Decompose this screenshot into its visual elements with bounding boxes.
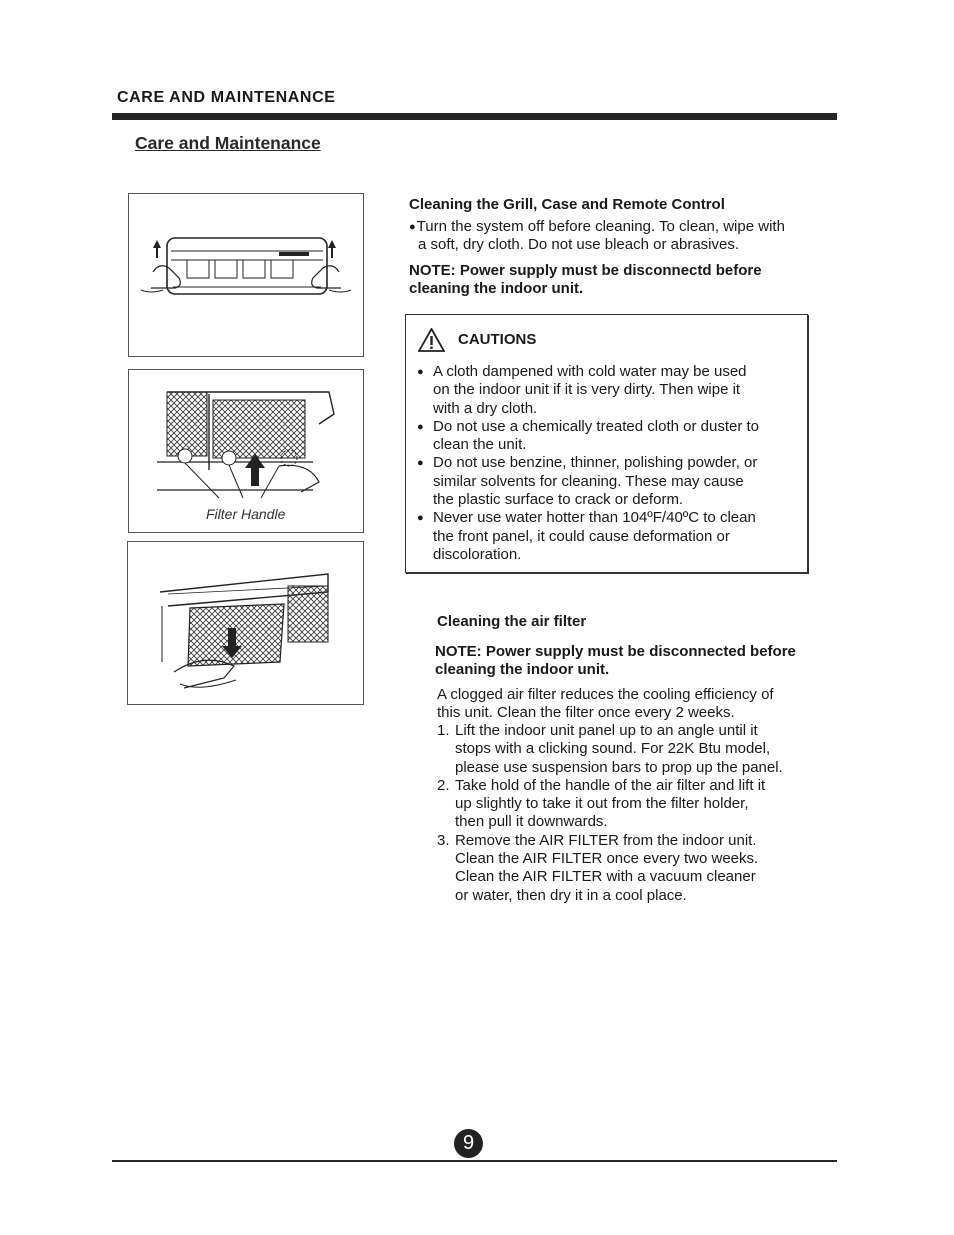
filter-note: NOTE: Power supply must be disconnected before cleaning the indoor unit. — [435, 643, 796, 679]
caution-item: ● Do not use benzine, thinner, polishing powder, or similar solvents for cleaning. These may cause the plastic surface to crack or deform. — [417, 454, 807, 509]
filter-step: 2. Take hold of the handle of the air filter and lift it up slightly to take it out from the filter holder, then pull it downwards. — [437, 776, 766, 831]
filter-handle-caption: Filter Handle — [206, 506, 286, 522]
filter-step: 1. Lift the indoor unit panel up to an angle until it stops with a clicking sound. For 22K Btu model, please use suspension bars to prop up the panel. — [437, 722, 783, 776]
lift-panel-illustration — [129, 194, 363, 356]
cautions-box — [405, 314, 808, 573]
cautions-list — [417, 363, 807, 564]
filter-heading: Cleaning the air filter — [437, 613, 587, 630]
page-number: 9 — [454, 1129, 483, 1158]
warning-icon — [418, 328, 445, 352]
filter-steps — [437, 722, 837, 905]
filter-step: 3. Remove the AIR FILTER from the indoor unit. Clean the AIR FILTER once every two weeks. Clean the AIR FILTER with a vacuum cleaner or water, then dry it in a cool place. — [437, 831, 759, 904]
figure-lift-panel — [128, 193, 364, 357]
figure-pull-filter — [127, 541, 364, 705]
cautions-title: CAUTIONS — [458, 331, 537, 348]
section-header-title: CARE AND MAINTENANCE — [117, 89, 336, 106]
pull-filter-illustration — [128, 542, 363, 704]
grill-instruction: ● Turn the system off before cleaning. To clean, wipe with a soft, dry cloth. Do not use bleach or abrasives. — [409, 218, 785, 254]
footer-rule — [112, 1160, 837, 1162]
header-rule — [112, 113, 837, 120]
caution-item: ● A cloth dampened with cold water may be used on the indoor unit if it is very dirty. Then wipe it with a dry cloth. — [417, 363, 807, 418]
bullet-icon: ● — [409, 221, 416, 233]
filter-intro: A clogged air filter reduces the cooling efficiency of this unit. Clean the filter once every 2 weeks. — [437, 686, 774, 722]
caution-item: ● Do not use a chemically treated cloth or duster to clean the unit. — [417, 418, 807, 455]
grill-heading: Cleaning the Grill, Case and Remote Control — [409, 196, 725, 213]
page-subtitle: Care and Maintenance — [135, 133, 321, 153]
grill-note: NOTE: Power supply must be disconnectd before cleaning the indoor unit. — [409, 262, 762, 298]
caution-item: ● Never use water hotter than 104ºF/40ºC to clean the front panel, it could cause deformation or discoloration. — [417, 509, 807, 564]
